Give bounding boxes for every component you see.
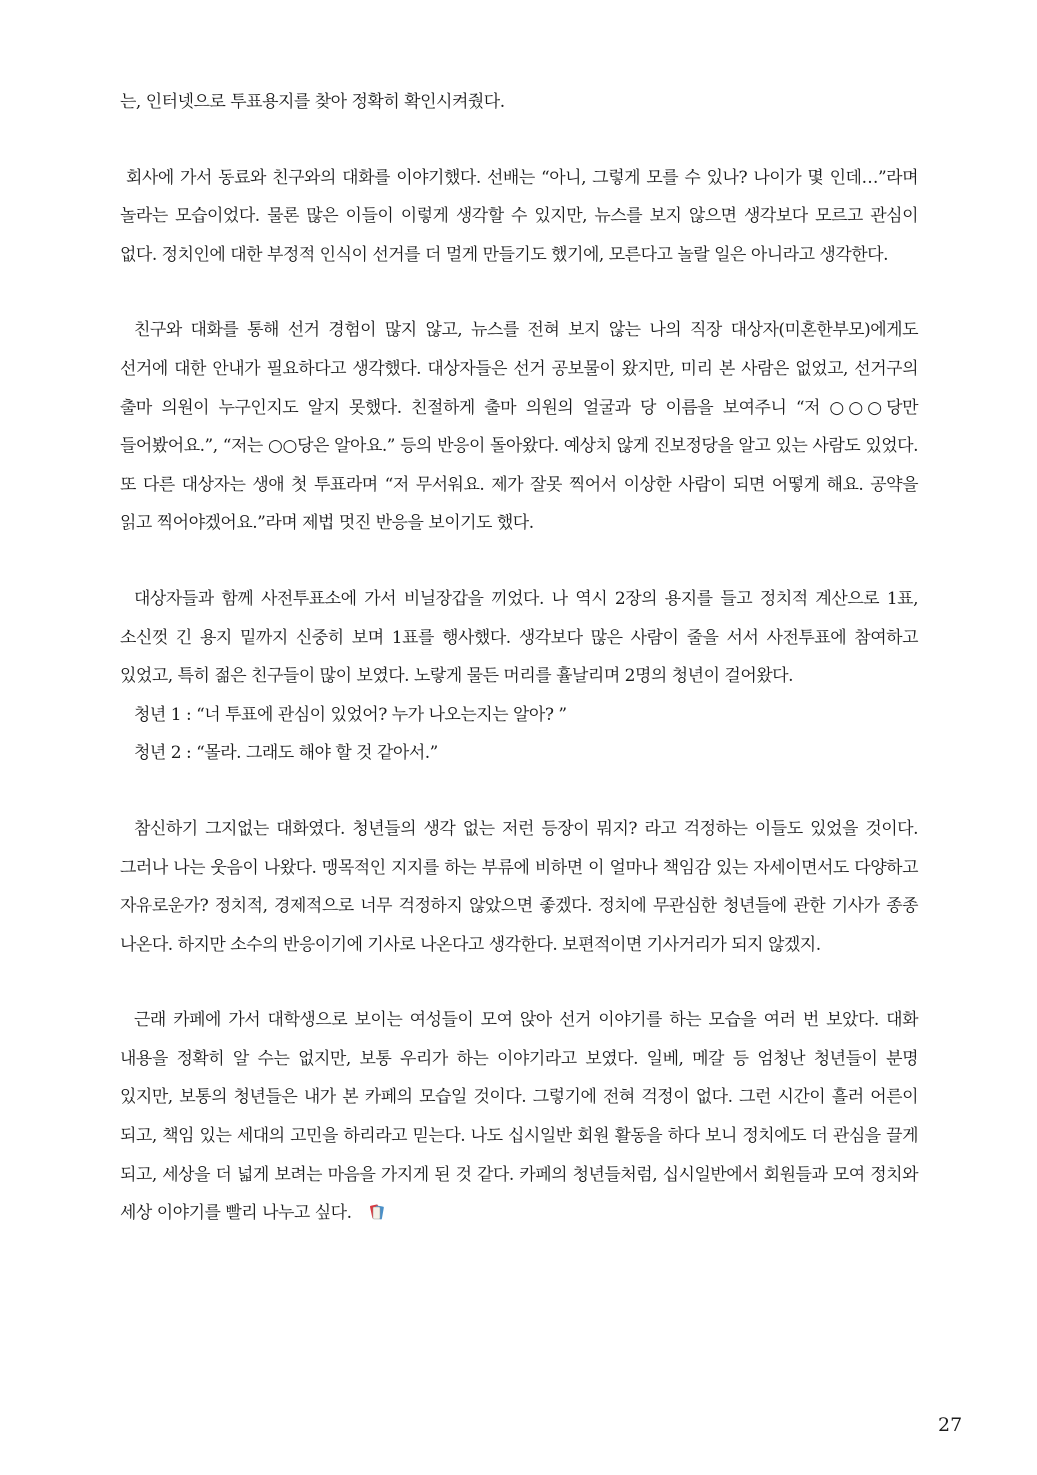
paragraph-5: 참신하기 그지없는 대화였다. 청년들의 생각 없는 저런 등장이 뭐지? 라고 걱정하는 이들도 있었을 것이다. 그러나 나는 웃음이 나왔다. 맹목적인 지지를 하는 부류에 비하면 이 얼마나 책임감 있는 자세이면서도 다양하고 자유로운가? 정치적, 경제적으로 너무 걱정하지 않았으면 좋겠다. 정치에 무관심한 청년들에 관한 기사가 종종 나온다. 하지만 소수의 반응이기에 기사로 나온다고 생각한다. 보편적이면 기사거리가 되지 않겠지. [120, 818, 918, 955]
booklet-end-icon [356, 1197, 370, 1215]
article-body [120, 83, 918, 1270]
dialogue-line-1: 청년 1 : “너 투표에 관심이 있었어? 누가 나오는지는 알아? ” [134, 704, 567, 725]
dialogue-block [120, 696, 918, 773]
paragraph-1: 는, 인터넷으로 투표용지를 찾아 정확히 확인시켜줬다. [120, 92, 505, 112]
paragraph-4: 대상자들과 함께 사전투표소에 가서 비닐장갑을 끼었다. 나 역시 2장의 용지를 들고 정치적 계산으로 1표, 소신껏 긴 용지 밑까지 신중히 보며 1표를 행사했다. 생각보다 많은 사람이 줄을 서서 사전투표에 참여하고 있었고, 특히 젊은 친구들이 많이 보였다. 노랗게 물든 머리를 휼날리며 2명의 청년이 걸어왔다. [120, 588, 918, 687]
paragraph-6-text: 근래 카페에 가서 대학생으로 보이는 여성들이 모여 앉아 선거 이야기를 하는 모습을 여러 번 보았다. 대화 내용을 정확히 알 수는 없지만, 보통 우리가 하는 이야기라고 보였다. 일베, 메갈 등 엄청난 청년들이 분명 있지만, 보통의 청년들은 내가 본 카페의 모습일 것이다. 그렇기에 전혀 걱정이 없다. 그런 시간이 흘러 어른이 되고, 책임 있는 세대의 고민을 하리라고 믿는다. 나도 십시일반 회원 활동을 하다 보니 정치에도 더 관심을 끌게 되고, 세상을 더 넓게 보려는 마음을 가지게 된 것 같다. 카페의 청년들처럼, 십시일반에서 회원들과 모여 정치와 세상 이야기를 빨리 나누고 싶다. [120, 1010, 918, 1224]
paragraph-6 [120, 1001, 918, 1233]
paragraph-2: 회사에 가서 동료와 친구와의 대화를 이야기했다. 선배는 “아니, 그렇게 모를 수 있나? 나이가 몇 인데…”라며 놀라는 모습이었다. 물론 많은 이들이 이렇게 생각할 수 있지만, 뉴스를 보지 않으면 생각보다 모르고 관심이 없다. 정치인에 대한 부정적 인식이 선거를 더 멀게 만들기도 했기에, 모른다고 놀랄 일은 아니라고 생각한다. [120, 167, 918, 265]
page-number: 27 [938, 1414, 963, 1436]
paragraph-3: 친구와 대화를 통해 선거 경험이 많지 않고, 뉴스를 전혀 보지 않는 나의 직장 대상자(미혼한부모)에게도 선거에 대한 안내가 필요하다고 생각했다. 대상자들은 선거 공보물이 왔지만, 미리 본 사람은 없었고, 선거구의 출마 의원이 누구인지도 알지 못했다. 친절하게 출마 의원의 얼굴과 당 이름을 보여주니 “저 ○○○당만 들어봤어요.”, “저는 ○○당은 알아요.” 등의 반응이 돌아왔다. 예상치 않게 진보정당을 알고 있는 사람도 있었다. 또 다른 대상자는 생애 첫 투표라며 “저 무서워요. 제가 잘못 찍어서 이상한 사람이 되면 어떻게 해요. 공약을 읽고 찍어야겠어요.”라며 제법 멋진 반응을 보이기도 했다. [120, 320, 918, 534]
dialogue-line-2: 청년 2 : “몰라. 그래도 해야 할 것 같아서.” [134, 743, 438, 764]
